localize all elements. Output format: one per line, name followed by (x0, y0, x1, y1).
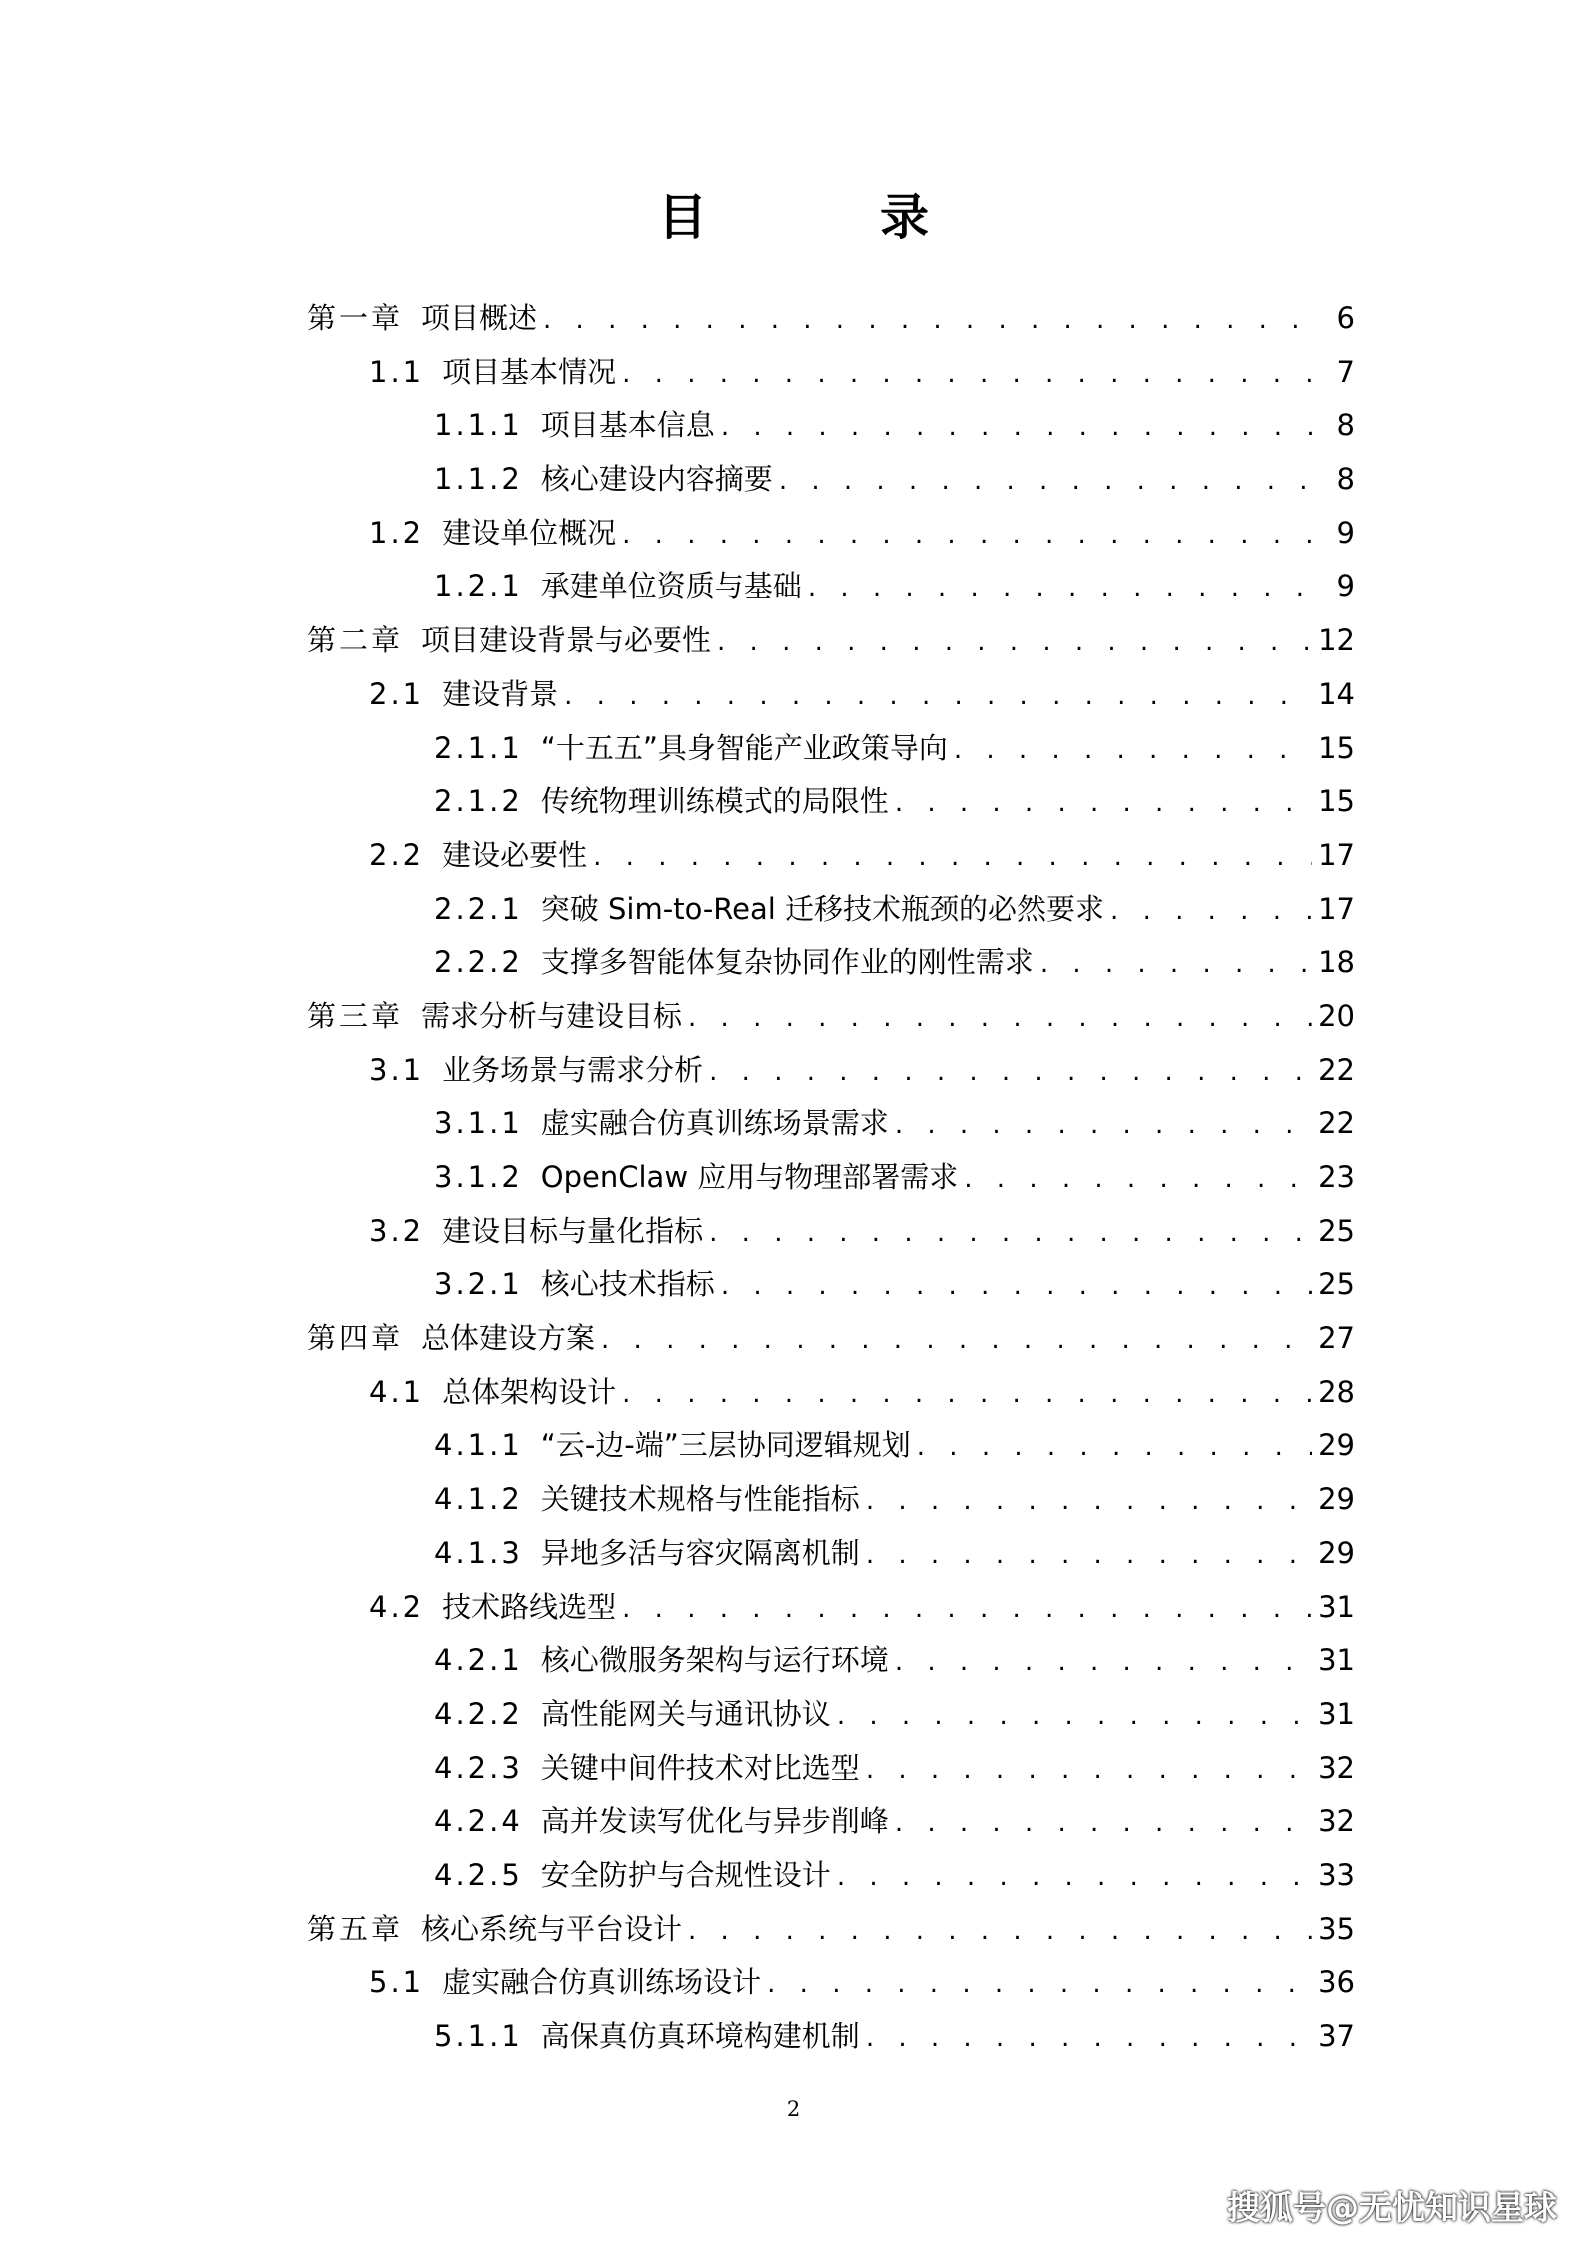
toc-entry-page: 15 (1318, 784, 1355, 819)
toc-entry-page: 31 (1318, 1589, 1355, 1624)
toc-entry-page: 25 (1318, 1267, 1355, 1302)
toc-entry-number: 4.2.3 (434, 1750, 523, 1785)
page-number: 2 (786, 2097, 801, 2121)
toc-entry[interactable] (307, 990, 1355, 1044)
toc-entry-page: 25 (1318, 1213, 1355, 1248)
toc-dot-leader (866, 1744, 1312, 1798)
toc-entry-page: 7 (1336, 354, 1355, 389)
toc-entry-number: 4.1.1 (434, 1428, 523, 1463)
toc-entry[interactable] (307, 1366, 1355, 1420)
toc-entry-number: 2.2 (369, 837, 425, 872)
toc-entry-title: 虚实融合仿真训练场设计 (442, 1965, 762, 2000)
toc-entry[interactable] (307, 1473, 1355, 1527)
toc-entry-title: 安全防护与合规性设计 (540, 1857, 831, 1892)
toc-entry-number: 5.1.1 (434, 2019, 523, 2053)
toc-entry-title: 建设背景 (442, 676, 559, 711)
toc-dot-leader (688, 992, 1312, 1046)
watermark: 搜狐号@无忧知识星球 (1227, 2188, 1557, 2227)
toc-entry-title: 高并发读写优化与异步削峰 (540, 1804, 889, 1839)
table-of-contents (307, 292, 1355, 2064)
toc-entry-number: 2.1.1 (434, 730, 523, 765)
toc-entry[interactable] (307, 1527, 1355, 1581)
toc-dot-leader (1110, 885, 1312, 939)
toc-entry[interactable] (307, 936, 1355, 990)
toc-entry-title: 突破 Sim-to-Real 迁移技术瓶颈的必然要求 (540, 891, 1105, 926)
toc-entry-page: 9 (1336, 515, 1355, 550)
toc-dot-leader (622, 1368, 1312, 1422)
toc-entry-number: 第二章 (307, 623, 404, 658)
toc-entry[interactable] (307, 1097, 1355, 1151)
toc-entry-number: 3.1.1 (434, 1106, 523, 1141)
toc-entry-title: 关键中间件技术对比选型 (540, 1750, 860, 1785)
toc-entry[interactable] (307, 1312, 1355, 1366)
toc-entry[interactable] (307, 829, 1355, 883)
toc-entry-number: 5.1 (369, 1965, 425, 2000)
toc-entry-title: 关键技术规格与性能指标 (540, 1482, 860, 1517)
toc-dot-leader (601, 1314, 1312, 1368)
toc-entry-title: OpenClaw 应用与物理部署需求 (540, 1160, 959, 1194)
toc-entry-number: 1.2.1 (434, 569, 523, 604)
toc-entry-title: 项目基本信息 (540, 408, 715, 443)
toc-entry[interactable] (307, 668, 1355, 722)
toc-dot-leader (721, 1260, 1312, 1314)
toc-entry-page: 35 (1318, 1911, 1355, 1946)
toc-entry-number: 4.2.4 (434, 1804, 523, 1839)
toc-entry-title: 项目概述 (421, 301, 538, 335)
toc-entry[interactable] (307, 1742, 1355, 1796)
toc-dot-leader (622, 509, 1315, 563)
toc-entry-page: 23 (1318, 1160, 1355, 1194)
toc-dot-leader (709, 1046, 1312, 1100)
toc-dot-leader (954, 724, 1312, 778)
toc-dot-leader (964, 1153, 1312, 1207)
toc-entry-title: 虚实融合仿真训练场景需求 (540, 1106, 889, 1141)
toc-entry-page: 8 (1336, 462, 1355, 497)
toc-entry-page: 29 (1318, 1535, 1355, 1570)
toc-entry-title: 支撑多智能体复杂协同作业的刚性需求 (540, 945, 1034, 980)
toc-entry-page: 17 (1318, 891, 1355, 926)
toc-entry-title: 核心系统与平台设计 (421, 1911, 683, 1946)
toc-entry[interactable] (307, 1419, 1355, 1473)
toc-entry-number: 第五章 (307, 1911, 404, 1946)
toc-entry-title: 需求分析与建设目标 (421, 998, 683, 1033)
toc-entry-number: 1.1.2 (434, 462, 523, 497)
toc-entry-title: 高性能网关与通讯协议 (540, 1696, 831, 1731)
toc-dot-leader (688, 1905, 1312, 1959)
toc-entry-number: 1.1.1 (434, 408, 523, 443)
toc-entry-number: 4.2 (369, 1589, 425, 1624)
toc-entry-number: 4.1.3 (434, 1535, 523, 1570)
toc-dot-leader (593, 831, 1312, 885)
toc-entry-title: 业务场景与需求分析 (442, 1052, 704, 1087)
toc-entry-page: 29 (1318, 1428, 1355, 1463)
toc-entry-title: “十五五”具身智能产业政策导向 (540, 730, 948, 765)
toc-entry-page: 28 (1318, 1374, 1355, 1409)
toc-entry-page: 15 (1318, 730, 1355, 765)
toc-dot-leader (866, 1475, 1312, 1529)
toc-dot-leader (808, 562, 1315, 616)
toc-entry[interactable] (307, 1151, 1355, 1205)
toc-entry-number: 2.1 (369, 676, 425, 711)
toc-entry-title: 核心技术指标 (540, 1267, 715, 1302)
toc-entry-title: “云-边-端”三层协同逻辑规划 (540, 1428, 911, 1463)
toc-dot-leader (767, 1958, 1312, 2012)
toc-entry-title: 核心建设内容摘要 (540, 462, 773, 497)
toc-entry-title: 高保真仿真环境构建机制 (540, 2019, 860, 2053)
toc-entry[interactable] (307, 1581, 1355, 1635)
toc-entry[interactable] (307, 1044, 1355, 1098)
toc-entry[interactable] (307, 722, 1355, 776)
toc-dot-leader (622, 1583, 1312, 1637)
toc-dot-leader (721, 401, 1315, 455)
toc-entry-page: 32 (1318, 1804, 1355, 1839)
toc-entry-page: 6 (1336, 301, 1355, 335)
toc-entry-title: 核心微服务架构与运行环境 (540, 1643, 889, 1678)
toc-entry-title: 项目基本情况 (442, 354, 617, 389)
toc-dot-leader (895, 1797, 1312, 1851)
page-title: 目 录 (657, 189, 991, 246)
toc-dot-leader (837, 1690, 1312, 1744)
toc-entry-title: 建设单位概况 (442, 515, 617, 550)
toc-entry-page: 33 (1318, 1857, 1355, 1892)
toc-entry[interactable] (307, 1903, 1355, 1957)
toc-entry-title: 总体架构设计 (442, 1374, 617, 1409)
toc-entry[interactable] (307, 1258, 1355, 1312)
toc-dot-leader (622, 348, 1315, 402)
toc-dot-leader (1040, 938, 1312, 992)
toc-entry[interactable] (307, 560, 1355, 614)
toc-entry-title: 建设目标与量化指标 (442, 1213, 704, 1248)
toc-entry-number: 2.2.1 (434, 891, 523, 926)
toc-entry[interactable] (307, 883, 1355, 937)
toc-entry-number: 3.2 (369, 1213, 425, 1248)
toc-entry-title: 建设必要性 (442, 837, 588, 872)
toc-entry-number: 3.1 (369, 1052, 425, 1087)
toc-entry-title: 总体建设方案 (421, 1321, 596, 1356)
toc-entry[interactable] (307, 614, 1355, 668)
toc-entry[interactable] (307, 453, 1355, 507)
toc-entry-page: 14 (1318, 676, 1355, 711)
toc-entry-page: 36 (1318, 1965, 1355, 2000)
toc-dot-leader (717, 616, 1312, 670)
toc-dot-leader (895, 1636, 1312, 1690)
toc-entry-number: 4.1.2 (434, 1482, 523, 1517)
toc-entry-number: 4.2.1 (434, 1643, 523, 1678)
toc-dot-leader (895, 777, 1312, 831)
toc-entry-title: 项目建设背景与必要性 (421, 623, 712, 658)
toc-entry-number: 第三章 (307, 998, 404, 1033)
toc-entry-page: 31 (1318, 1696, 1355, 1731)
toc-entry-page: 27 (1318, 1321, 1355, 1356)
toc-entry-number: 2.2.2 (434, 945, 523, 980)
toc-entry-number: 4.2.5 (434, 1857, 523, 1892)
toc-entry-page: 8 (1336, 408, 1355, 443)
toc-entry-page: 18 (1318, 945, 1355, 980)
toc-entry[interactable] (307, 507, 1355, 561)
toc-entry[interactable] (307, 775, 1355, 829)
toc-entry-page: 32 (1318, 1750, 1355, 1785)
toc-entry-number: 2.1.2 (434, 784, 523, 819)
toc-entry[interactable] (307, 1849, 1355, 1903)
toc-entry-number: 3.1.2 (434, 1160, 523, 1194)
toc-entry-number: 1.2 (369, 515, 425, 550)
toc-entry-title: 传统物理训练模式的局限性 (540, 784, 889, 819)
toc-entry[interactable] (307, 1688, 1355, 1742)
toc-entry-page: 31 (1318, 1643, 1355, 1678)
toc-dot-leader (709, 1207, 1312, 1261)
toc-entry-page: 29 (1318, 1482, 1355, 1517)
toc-entry-number: 4.2.2 (434, 1696, 523, 1731)
toc-entry[interactable] (307, 1795, 1355, 1849)
toc-dot-leader (895, 1099, 1312, 1153)
toc-entry-page: 17 (1318, 837, 1355, 872)
toc-entry-page: 22 (1318, 1052, 1355, 1087)
toc-entry-number: 1.1 (369, 354, 425, 389)
toc-dot-leader (917, 1421, 1312, 1475)
toc-entry-number: 第四章 (307, 1321, 404, 1356)
toc-entry-page: 22 (1318, 1106, 1355, 1141)
toc-entry[interactable] (307, 346, 1355, 400)
toc-entry-title: 异地多活与容灾隔离机制 (540, 1535, 860, 1570)
toc-dot-leader (779, 455, 1315, 509)
toc-entry-number: 4.1 (369, 1374, 425, 1409)
toc-dot-leader (866, 2012, 1312, 2066)
toc-entry[interactable] (307, 1205, 1355, 1259)
toc-entry-page: 37 (1318, 2019, 1355, 2053)
toc-entry-page: 9 (1336, 569, 1355, 604)
toc-entry[interactable] (307, 1956, 1355, 2010)
toc-entry[interactable] (307, 292, 1355, 346)
toc-entry-number: 第一章 (307, 301, 404, 335)
toc-entry-title: 承建单位资质与基础 (540, 569, 802, 604)
toc-dot-leader (866, 1529, 1312, 1583)
toc-entry-title: 技术路线选型 (442, 1589, 617, 1624)
toc-dot-leader (837, 1851, 1312, 1905)
toc-entry-page: 12 (1318, 623, 1355, 658)
toc-entry-number: 3.2.1 (434, 1267, 523, 1302)
toc-entry[interactable] (307, 1634, 1355, 1688)
toc-dot-leader (543, 294, 1315, 348)
toc-dot-leader (564, 670, 1312, 724)
toc-entry[interactable] (307, 399, 1355, 453)
toc-entry[interactable] (307, 2010, 1355, 2064)
toc-entry-page: 20 (1318, 998, 1355, 1033)
